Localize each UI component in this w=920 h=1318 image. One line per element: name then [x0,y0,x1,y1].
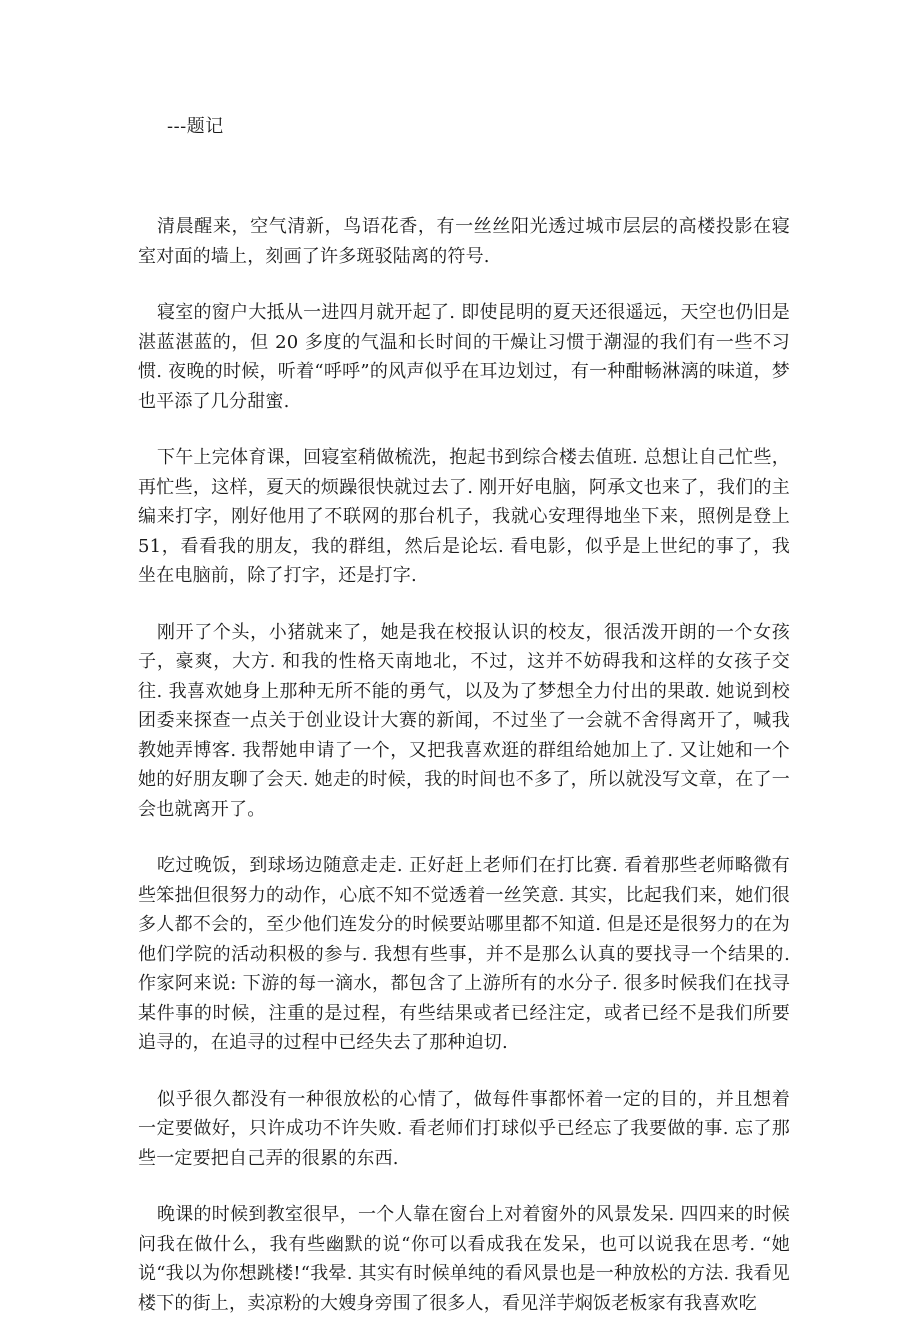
paragraph-6: 似乎很久都没有一种很放松的心情了，做每件事都怀着一定的目的，并且想着一定要做好，只许成功不许失败. 看老师们打球似乎已经忘了我要做的事. 忘了那些一定要把自己弄的很累的东西. [138,1088,790,1169]
article-body [138,212,790,1318]
paragraph-5: 吃过晚饭，到球场边随意走走. 正好赶上老师们在打比赛. 看着那些老师略微有些笨拙但很努力的动作，心底不知不觉透着一丝笑意. 其实，比起我们来，她们很多人都不会的，至少他们连发分的时候要站哪里都不知道. 但是还是很努力的在为他们学院的活动积极的参与. 我想有些事，并不是那么认真的要找寻一个结果的. 作家阿来说: 下游的每一滴水，都包含了上游所有的水分子. 很多时候我们在找寻某件事的时候，注重的是过程，有些结果或者已经注定，或者已经不是我们所要追寻的，在追寻的过程中已经失去了那种迫切. [138,855,790,1053]
paragraph-1: 清晨醒来，空气清新，鸟语花香，有一丝丝阳光透过城市层层的高楼投影在寝室对面的墙上，刻画了许多斑驳陆离的符号. [138,216,790,267]
paragraph-3: 下午上完体育课，回寝室稍做梳洗，抱起书到综合楼去值班. 总想让自己忙些，再忙些，这样，夏天的烦躁很快就过去了. 刚开好电脑，阿承文也来了，我们的主编来打字，刚好他用了不联网的那台机子，我就心安理得地坐下来，照例是登上 51，看看我的朋友，我的群组，然后是论坛. 看电影，似乎是上世纪的事了，我坐在电脑前，除了打字，还是打字. [138,447,790,586]
paragraph-7: 晚课的时候到教室很早，一个人靠在窗台上对着窗外的风景发呆. 四四来的时候问我在做什么，我有些幽默的说“你可以看成我在发呆，也可以说我在思考. “她说“我以为你想跳楼!“我晕. 其实有时候单纯的看风景也是一种放松的方法. 我看见楼下的街上，卖凉粉的大嫂身旁围了很多人，看见洋芋焖饭老板家有我喜欢吃 [138,1204,790,1314]
paragraph-2: 寝室的窗户大抵从一进四月就开起了. 即使昆明的夏天还很遥远，天空也仍旧是湛蓝湛蓝的，但 20 多度的气温和长时间的干燥让习惯于潮湿的我们有一些不习惯. 夜晚的时候，听着“呼呼”的风声似乎在耳边划过，有一种酣畅淋漓的味道，梦也平添了几分甜蜜. [138,302,790,412]
paragraph-4: 刚开了个头，小猪就来了，她是我在校报认识的校友，很活泼开朗的一个女孩子，豪爽，大方. 和我的性格天南地北，不过，这并不妨碍我和这样的女孩子交往. 我喜欢她身上那种无所不能的勇气，以及为了梦想全力付出的果敢. 她说到校团委来探查一点关于创业设计大赛的新闻，不过坐了一会就不舍得离开了，喊我教她弄博客. 我帮她申请了一个，又把我喜欢逛的群组给她加上了. 又让她和一个她的好朋友聊了会天. 她走的时候，我的时间也不多了，所以就没写文章，在了一会也就离开了。 [138,621,790,820]
epigraph: ---题记 [167,116,224,137]
